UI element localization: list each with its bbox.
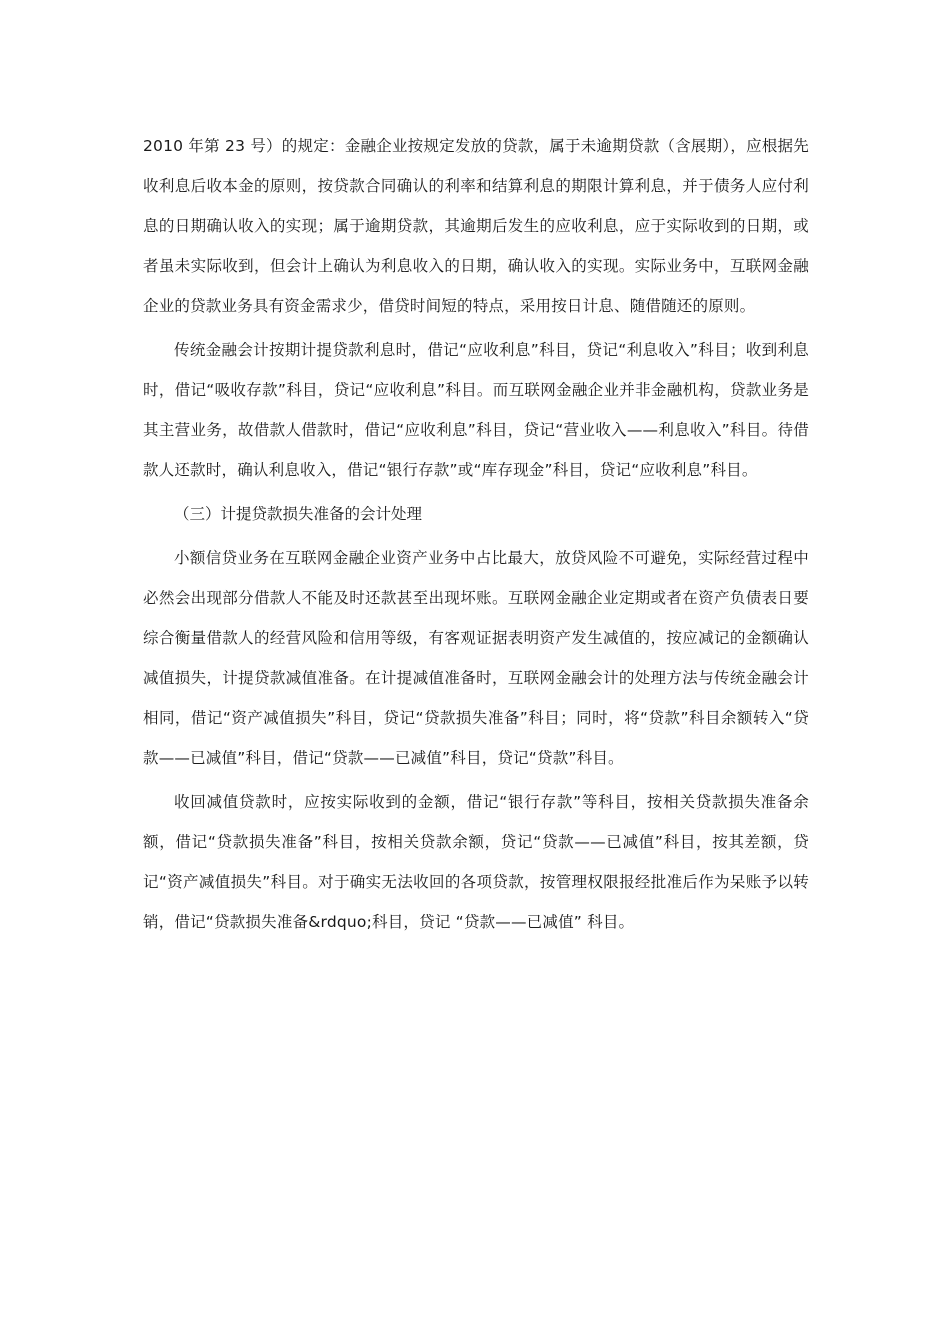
paragraph-interest-accounting: 传统金融会计按期计提贷款利息时，借记“应收利息”科目，贷记“利息收入”科目；收到利息时，借记“吸收存款”科目，贷记“应收利息”科目。而互联网金融企业并非金融机构，贷款业务是其主营业务，故借款人借款时，借记“应收利息”科目，贷记“营业收入——利息收入”科目。待借款人还款时，确认利息收入，借记“银行存款”或“库存现金”科目，贷记“应收利息”科目。 <box>143 341 809 479</box>
paragraph-impaired-loan-recovery: 收回减值贷款时，应按实际收到的金额，借记“银行存款”等科目，按相关贷款损失准备余额，借记“贷款损失准备”科目，按相关贷款余额，贷记“贷款——已减值”科目，按其差额，贷记“资产减值损失”科目。对于确实无法收回的各项贷款，按管理权限报经批准后作为呆账予以转销，借记“贷款损失准备&rdquo;科目，贷记 “贷款——已减值” 科目。 <box>143 793 809 931</box>
document-page <box>143 126 809 942</box>
section-heading-loan-loss-provision: （三）计提贷款损失准备的会计处理 <box>174 505 423 523</box>
paragraph-loan-loss-provision: 小额信贷业务在互联网金融企业资产业务中占比最大，放贷风险不可避免，实际经营过程中必然会出现部分借款人不能及时还款甚至出现坏账。互联网金融企业定期或者在资产负债表日要综合衡量借款人的经营风险和信用等级，有客观证据表明资产发生减值的，按应减记的金额确认减值损失，计提贷款减值准备。在计提减值准备时，互联网金融会计的处理方法与传统金融会计相同，借记“资产减值损失”科目，贷记“贷款损失准备”科目；同时，将“贷款”科目余额转入“贷款——已减值”科目，借记“贷款——已减值”科目，贷记“贷款”科目。 <box>143 549 809 767</box>
paragraph-interest-rules: 2010 年第 23 号）的规定：金融企业按规定发放的贷款，属于未逾期贷款（含展期），应根据先收利息后收本金的原则，按贷款合同确认的利率和结算利息的期限计算利息，并于债务人应付利息的日期确认收入的实现；属于逾期贷款，其逾期后发生的应收利息，应于实际收到的日期，或者虽未实际收到，但会计上确认为利息收入的日期，确认收入的实现。实际业务中，互联网金融企业的贷款业务具有资金需求少，借贷时间短的特点，采用按日计息、随借随还的原则。 <box>143 137 809 315</box>
